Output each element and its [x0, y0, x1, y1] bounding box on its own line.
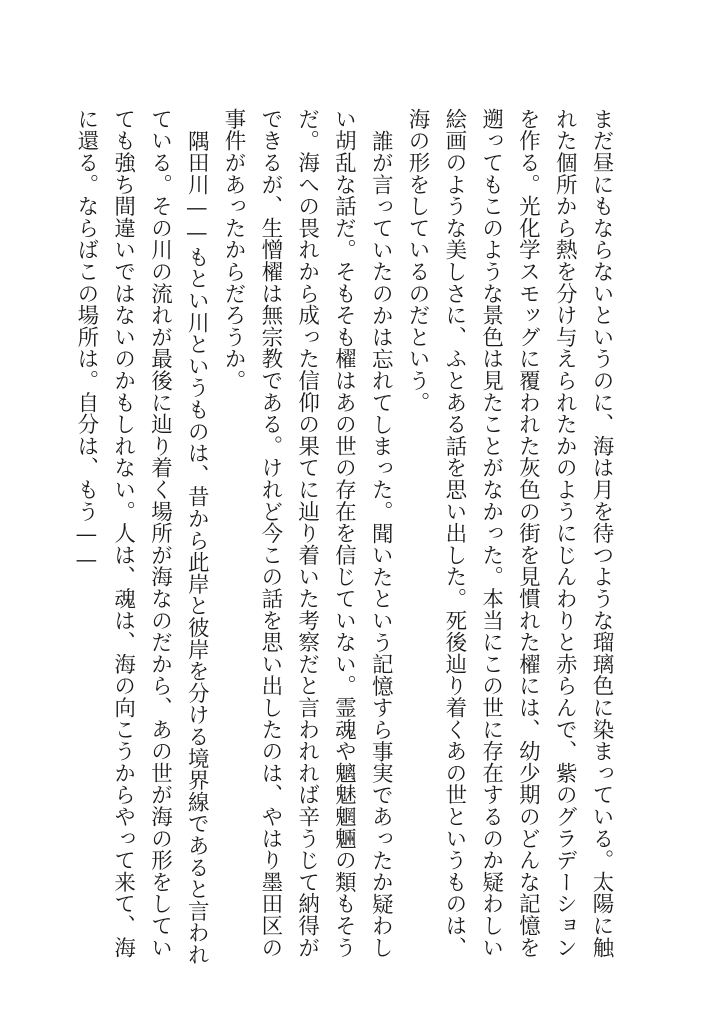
- vertical-text-body: [73, 108, 619, 968]
- paragraph-1: まだ昼にもならないというのに、海は月を待つような瑠璃色に染まっている。太陽に触れた個所から熱を分け与えられたかのようにじんわりと赤らんで、紫のグラデーションを作る。光化学スモッグに覆われた灰色の街を見慣れた櫂には、幼少期のどんな記憶を遡ってもこのような景色は見たことがなかった。本当にこの世に存在するのか疑わしい絵画のような美しさに、ふとある話を思い出した。死後辿り着くあの世というものは、海の形をしているのだという。: [405, 108, 614, 959]
- paragraph-2: 誰が言っていたのかは忘れてしまった。聞いたという記憶すら事実であったか疑わしい胡乱な話だ。そもそも櫂はあの世の存在を信じていない。霊魂や魑魅魍魎の類もそうだ。海への畏れから成った信仰の果てに辿り着いた考察だと言われれば辛うじて納得ができるが、生憎櫂は無宗教である。けれど今この話を思い出したのは、やはり墨田区の事件があったからだろうか。: [221, 108, 394, 959]
- paragraph-3: 隅田川——もとい川というものは、昔から此岸と彼岸を分ける境界線であると言われている。その川の流れが最後に辿り着く場所が海なのだから、あの世が海の形をしていても強ち間違いではないのかもしれない。人は、魂は、海の向こうからやって来て、海に還る。ならばこの場所は。自分は、もう——: [73, 108, 210, 965]
